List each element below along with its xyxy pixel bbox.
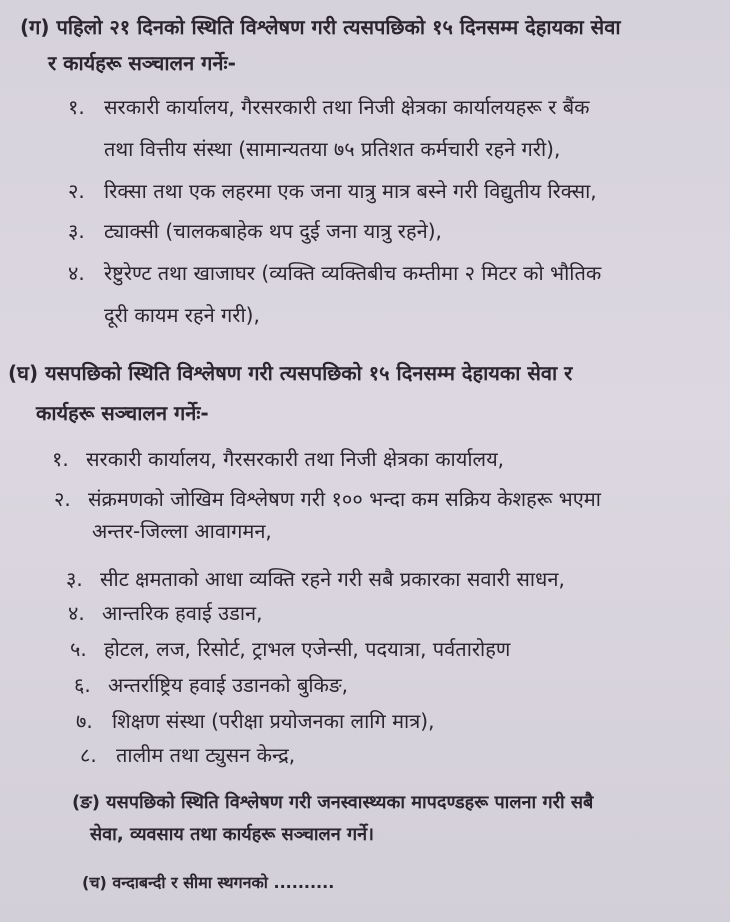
section-ga-item-4-line1: रेष्टुरेण्ट तथा खाजाघर (व्यक्ति व्यक्तिबीच कम्तीमा २ मिटर को भौतिक — [104, 261, 602, 285]
section-gha-item-5-number: ५. — [70, 637, 87, 661]
section-gha-item-8-number: ८. — [80, 743, 97, 767]
section-gha-item-2-line2: अन्तर-जिल्ला आवागमन, — [92, 519, 272, 543]
section-gha-item-1-number: १. — [52, 447, 69, 471]
section-gha-item-1-line1: सरकारी कार्यालय, गैरसरकारी तथा निजी क्षेत्रका कार्यालय, — [86, 447, 505, 471]
section-gha-item-4-line1: आन्तरिक हवाई उडान, — [102, 601, 263, 625]
section-ga-item-4-line2: दूरी कायम रहने गरी), — [104, 303, 260, 327]
section-nga-line1: (ङ) यसपछिको स्थिति विश्लेषण गरी जनस्वास्थ्यका मापदण्डहरू पालना गरी सबै — [72, 792, 594, 813]
section-ga-item-4-number: ४. — [68, 261, 85, 285]
section-ga-item-2-number: २. — [68, 179, 85, 203]
section-ga-item-1-line1: सरकारी कार्यालय, गैरसरकारी तथा निजी क्षेत्रका कार्यालयहरू र बैंक — [104, 95, 590, 119]
section-gha-item-6-number: ६. — [74, 673, 91, 697]
section-gha-item-2-line1: संक्रमणको जोखिम विश्लेषण गरी १०० भन्दा कम सक्रिय केशहरू भएमा — [88, 487, 601, 511]
section-gha-heading-line1: (घ) यसपछिको स्थिति विश्लेषण गरी त्यसपछिको १५ दिनसम्म देहायका सेवा र — [8, 361, 573, 385]
section-gha-item-5-line1: होटल, लज, रिसोर्ट, ट्राभल एजेन्सी, पदयात्रा, पर्वतारोहण — [104, 637, 511, 661]
section-cha-line1: (च) वन्दाबन्दी र सीमा स्थगनको .......... — [82, 873, 335, 892]
section-ga-heading-line1: (ग) पहिलो २१ दिनको स्थिति विश्लेषण गरी त्यसपछिको १५ दिनसम्म देहायका सेवा — [20, 15, 621, 39]
section-nga-line2: सेवा, व्यवसाय तथा कार्यहरू सञ्चालन गर्ने। — [90, 824, 374, 845]
section-ga-heading-line2: र कार्यहरू सञ्चालन गर्नेः- — [48, 51, 236, 75]
section-gha-item-3-number: ३. — [66, 567, 83, 591]
section-gha-item-2-number: २. — [54, 487, 71, 511]
section-gha-item-3-line1: सीट क्षमताको आधा व्यक्ति रहने गरी सबै प्रकारका सवारी साधन, — [100, 567, 565, 591]
section-ga-item-1-line2: तथा वित्तीय संस्था (सामान्यतया ७५ प्रतिशत कर्मचारी रहने गरी), — [104, 137, 561, 161]
section-ga-item-2-line1: रिक्सा तथा एक लहरमा एक जना यात्रु मात्र बस्ने गरी विद्युतीय रिक्सा, — [104, 179, 597, 203]
section-gha-item-8-line1: तालीम तथा ट्युसन केन्द्र, — [116, 743, 296, 767]
section-gha-item-6-line1: अन्तर्राष्ट्रिय हवाई उडानको बुकिङ, — [108, 673, 349, 697]
section-gha-item-7-number: ७. — [76, 709, 93, 733]
section-ga-item-3-line1: ट्याक्सी (चालकबाहेक थप दुई जना यात्रु रहने), — [104, 219, 442, 243]
section-gha-heading-line2: कार्यहरू सञ्चालन गर्नेः- — [36, 401, 209, 425]
section-ga-item-1-number: १. — [68, 95, 85, 119]
section-gha-item-4-number: ४. — [68, 601, 85, 625]
section-gha-item-7-line1: शिक्षण संस्था (परीक्षा प्रयोजनका लागि मात्र), — [112, 709, 435, 733]
section-ga-item-3-number: ३. — [68, 219, 85, 243]
